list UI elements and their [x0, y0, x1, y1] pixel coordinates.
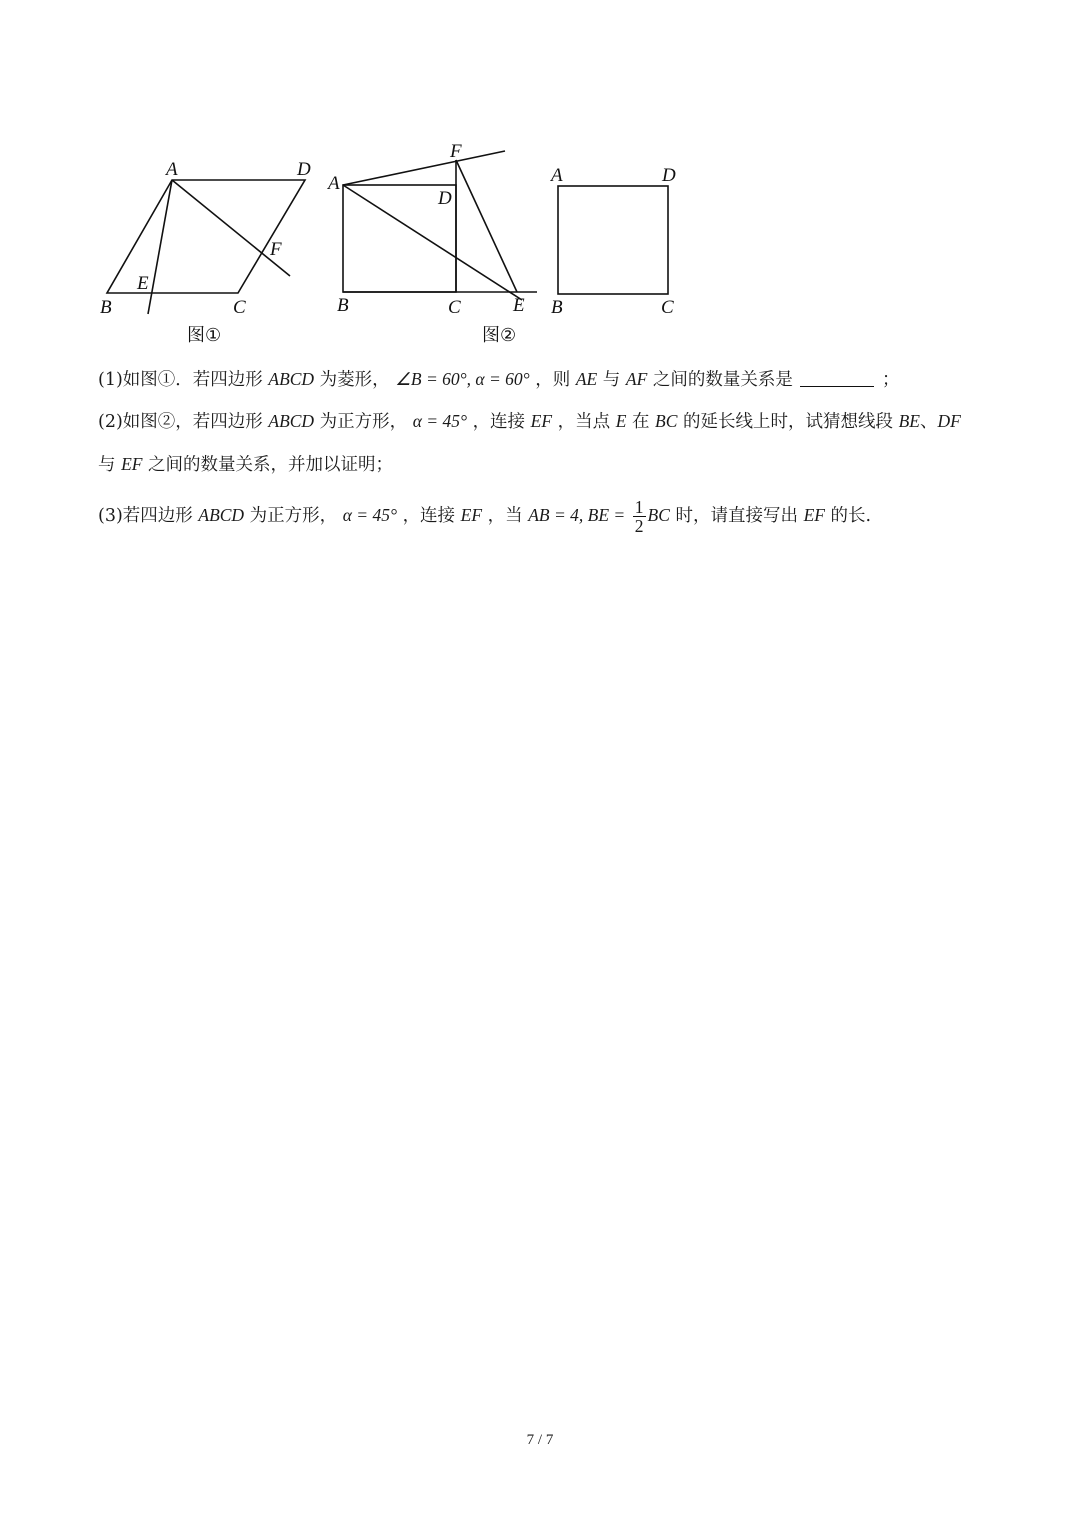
q2-line2-with: 与 — [98, 455, 116, 475]
fig2-line-af — [343, 151, 505, 185]
figures — [0, 0, 1080, 360]
q2-df: DF — [937, 411, 961, 431]
q2-sep: 、 — [919, 412, 938, 432]
fig2-label-e: E — [513, 295, 525, 316]
fig2-label-c: C — [448, 297, 461, 318]
fig3-label-a: A — [551, 165, 563, 186]
q2-line2-ef: EF — [121, 454, 143, 474]
fig2-label-d: D — [438, 188, 452, 209]
q2-on: 在 — [631, 412, 650, 432]
question-2-line-2 — [98, 452, 393, 477]
q3-condition: AB = 4, BE = — [528, 505, 626, 525]
q1-relation-text: 之间的数量关系是 — [652, 370, 793, 390]
fig1-line-af — [172, 180, 290, 276]
q1-angle-condition: ∠B = 60°, α = 60° — [395, 369, 530, 389]
fig2-label-a: A — [328, 173, 340, 194]
fig2-line-ae — [343, 185, 522, 300]
question-1 — [98, 367, 900, 392]
fig1-label-b: B — [100, 297, 112, 318]
q3-shape: ABCD — [198, 505, 245, 525]
q2-be: BE — [898, 411, 920, 431]
q3-ef: EF — [460, 505, 483, 525]
fig3-label-b: B — [551, 297, 563, 318]
figure-2 — [343, 151, 537, 300]
fig1-label-f: F — [270, 239, 282, 260]
q3-fraction — [633, 498, 646, 535]
fig1-label-a: A — [166, 159, 178, 180]
q2-prefix: (2)如图②，若四边形 — [98, 412, 263, 432]
q2-ef: EF — [530, 411, 553, 431]
page-number: 7 / 7 — [526, 1432, 554, 1448]
q2-bc: BC — [655, 411, 678, 431]
q3-fraction-denominator: 2 — [634, 516, 644, 536]
q3-ef2: EF — [803, 505, 825, 525]
q1-shape: ABCD — [268, 369, 315, 389]
q2-connect: ，连接 — [472, 412, 526, 432]
q2-when: ，当点 — [557, 412, 611, 432]
fig1-label-c: C — [233, 297, 246, 318]
q2-shape: ABCD — [268, 411, 315, 431]
fig1-caption: 图① — [187, 325, 222, 346]
q3-bc: BC — [647, 505, 670, 525]
q1-with: 与 — [602, 370, 621, 390]
q3-connect: ，连接 — [402, 506, 456, 526]
question-2 — [98, 409, 961, 434]
q3-when: ，当 — [487, 506, 523, 526]
q2-alpha: α = 45° — [412, 411, 467, 431]
q3-fraction-numerator: 1 — [634, 497, 644, 517]
q2-point-e: E — [615, 411, 627, 431]
fig2-caption: 图② — [482, 325, 517, 346]
fig2-label-b: B — [337, 295, 349, 316]
fig3-label-d: D — [662, 165, 676, 186]
q3-tail: 的长. — [830, 506, 872, 526]
q1-end: ； — [882, 370, 900, 390]
q1-prefix: (1)如图①．若四边形 — [98, 370, 263, 390]
q1-rhombus-text: 为菱形， — [319, 370, 390, 390]
fig2-label-f: F — [450, 141, 462, 162]
q2-line2-rest: 之间的数量关系，并加以证明； — [148, 455, 394, 475]
q3-square-text: 为正方形， — [249, 506, 338, 526]
q2-extension-text: 的延长线上时，试猜想线段 — [683, 412, 893, 432]
q2-square-text: 为正方形， — [319, 412, 408, 432]
q1-af: AF — [625, 369, 648, 389]
fig3-square — [558, 186, 668, 294]
geometry-figures — [0, 0, 1080, 360]
q1-answer-blank[interactable] — [800, 370, 874, 387]
fig3-label-c: C — [661, 297, 674, 318]
q3-ask: 时，请直接写出 — [675, 506, 798, 526]
q1-ae: AE — [575, 369, 598, 389]
fig2-line-ef — [456, 160, 517, 292]
question-3 — [98, 498, 871, 535]
fig1-label-e: E — [137, 273, 149, 294]
q3-alpha: α = 45° — [342, 505, 397, 525]
q3-prefix: (3)若四边形 — [98, 506, 193, 526]
q1-then: ，则 — [535, 370, 571, 390]
figure-3 — [558, 186, 668, 294]
fig1-label-d: D — [297, 159, 311, 180]
